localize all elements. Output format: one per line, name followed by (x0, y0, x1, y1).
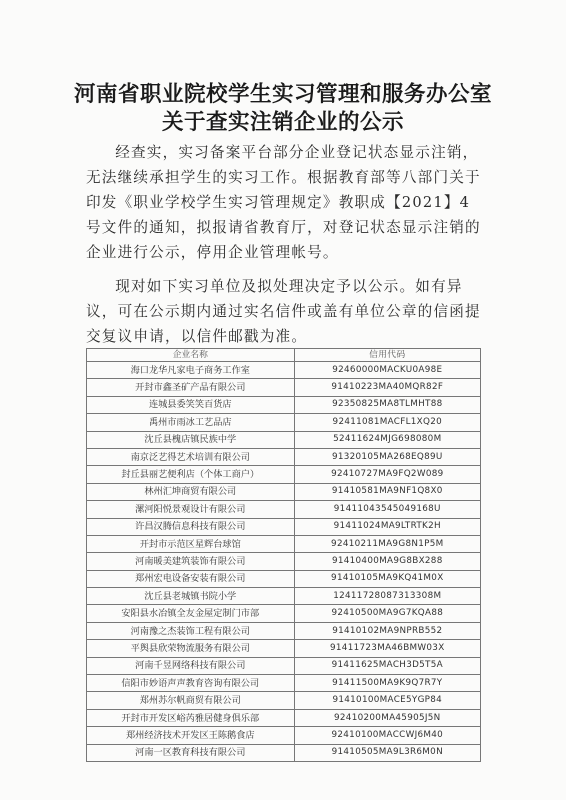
document-title-line1: 河南省职业院校学生实习管理和服务办公室 (73, 82, 492, 107)
enterprise-name-cell: 平舆县欣荣物流服务有限公司 (87, 640, 295, 657)
credit-code-cell: 92411081MACFL1XQ20 (294, 414, 480, 431)
credit-code-cell: 52411624MJG698080M (294, 431, 480, 448)
enterprise-name-cell: 沈丘县老城镇书院小学 (87, 588, 295, 605)
table-row (87, 675, 481, 692)
credit-code-cell: 12411728087313308M (294, 588, 480, 605)
enterprise-name-cell: 封丘县丽艺便利店（个体工商户） (87, 466, 295, 483)
table-body (87, 362, 481, 762)
credit-code-cell: 91410100MACE5YGP84 (294, 692, 480, 709)
credit-code-cell: 91411024MA9LTRTK2H (294, 518, 480, 535)
table-row (87, 535, 481, 552)
document-title-line2: 关于查实注销企业的公示 (161, 110, 404, 135)
table-row (87, 448, 481, 465)
enterprise-name-cell: 南京泛艺得艺术培训有限公司 (87, 448, 295, 465)
credit-code-cell: 91410581MA9NF1Q8X0 (294, 483, 480, 500)
column-header-code: 信用代码 (294, 349, 480, 362)
enterprise-name-cell: 郑州苏尔帆商贸有限公司 (87, 692, 295, 709)
credit-code-cell: 91411625MACH3D5T5A (294, 657, 480, 674)
credit-code-cell: 92410200MA45905J5N (294, 709, 480, 726)
table-row (87, 727, 481, 744)
enterprise-name-cell: 河南千昱网络科技有限公司 (87, 657, 295, 674)
enterprise-name-cell: 漯河阳悦景观设计有限公司 (87, 501, 295, 518)
column-header-name: 企业名称 (87, 349, 295, 362)
credit-code-cell: 91411500MA9K9Q7R7Y (294, 675, 480, 692)
credit-code-cell: 91410505MA9L3R6M0N (294, 744, 480, 761)
table-row (87, 605, 481, 622)
table-row (87, 518, 481, 535)
table-row (87, 553, 481, 570)
table-row (87, 744, 481, 761)
enterprise-name-cell: 安阳县水冶镇全友金屋定制门市部 (87, 605, 295, 622)
enterprise-name-cell: 河南暖美建筑装饰有限公司 (87, 553, 295, 570)
table-row (87, 692, 481, 709)
enterprise-name-cell: 禹州市雨冰工艺品店 (87, 414, 295, 431)
enterprise-name-cell: 河南一区教育科技有限公司 (87, 744, 295, 761)
table-row (87, 588, 481, 605)
credit-code-cell: 91410223MA40MQR82F (294, 379, 480, 396)
enterprise-name-cell: 郑州宏电设备安装有限公司 (87, 570, 295, 587)
table-row (87, 466, 481, 483)
table-row (87, 501, 481, 518)
table-row (87, 622, 481, 639)
credit-code-cell: 91410102MA9NPRB552 (294, 622, 480, 639)
credit-code-cell: 92460000MACKU0A98E (294, 362, 480, 379)
table-header-row (87, 349, 481, 362)
enterprise-name-cell: 开封市开发区峪芮雅居健身俱乐部 (87, 709, 295, 726)
table-row (87, 709, 481, 726)
credit-code-cell: 92410500MA9G7KQA88 (294, 605, 480, 622)
credit-code-cell: 91410400MA9G8BX288 (294, 553, 480, 570)
enterprise-name-cell: 沈丘县槐店镇民族中学 (87, 431, 295, 448)
credit-code-cell: 91411723MA46BMW03X (294, 640, 480, 657)
credit-code-cell: 91411043545049168U (294, 501, 480, 518)
credit-code-cell: 91320105MA268EQ89U (294, 448, 480, 465)
enterprise-name-cell: 开封市鑫圣矿产品有限公司 (87, 379, 295, 396)
paragraph-1: 经查实，实习备案平台部分企业登记状态显示注销，无法继续承担学生的实习工作。根据教育部等八部门关于印发《职业学校学生实习管理规定》教职成【2021】4号文件的通知，拟报请省教育厅，对登记状态显示注销的企业进行公示，停用企业管理帐号。 (86, 144, 481, 261)
paragraph-2: 现对如下实习单位及拟处理决定予以公示。如有异议，可在公示期内通过实名信件或盖有单位公章的信函提交复议申请，以信件邮戳为准。 (86, 278, 481, 345)
credit-code-cell: 92410100MACCWJ6M40 (294, 727, 480, 744)
credit-code-cell: 92350825MA8TLMHT88 (294, 396, 480, 413)
credit-code-cell: 92410727MA9FQ2W089 (294, 466, 480, 483)
enterprise-name-cell: 河南豫之杰装饰工程有限公司 (87, 622, 295, 639)
enterprise-name-cell: 郑州经济技术开发区王陈鹅食店 (87, 727, 295, 744)
enterprise-name-cell: 海口龙华凡家电子商务工作室 (87, 362, 295, 379)
table-row (87, 362, 481, 379)
table-row (87, 570, 481, 587)
enterprise-table (86, 348, 481, 762)
enterprise-name-cell: 林州汇坤商贸有限公司 (87, 483, 295, 500)
table-row (87, 379, 481, 396)
table-row (87, 657, 481, 674)
table-row (87, 483, 481, 500)
table-row (87, 431, 481, 448)
credit-code-cell: 91410105MA9KQ41M0X (294, 570, 480, 587)
enterprise-name-cell: 开封市示范区星辉台球馆 (87, 535, 295, 552)
table-row (87, 640, 481, 657)
enterprise-name-cell: 信阳市妙语声声教育咨询有限公司 (87, 675, 295, 692)
enterprise-name-cell: 连城县委笑笑百货店 (87, 396, 295, 413)
table-row (87, 396, 481, 413)
table-row (87, 414, 481, 431)
enterprise-name-cell: 许昌汉腾信息科技有限公司 (87, 518, 295, 535)
credit-code-cell: 92410211MA9G8N1P5M (294, 535, 480, 552)
